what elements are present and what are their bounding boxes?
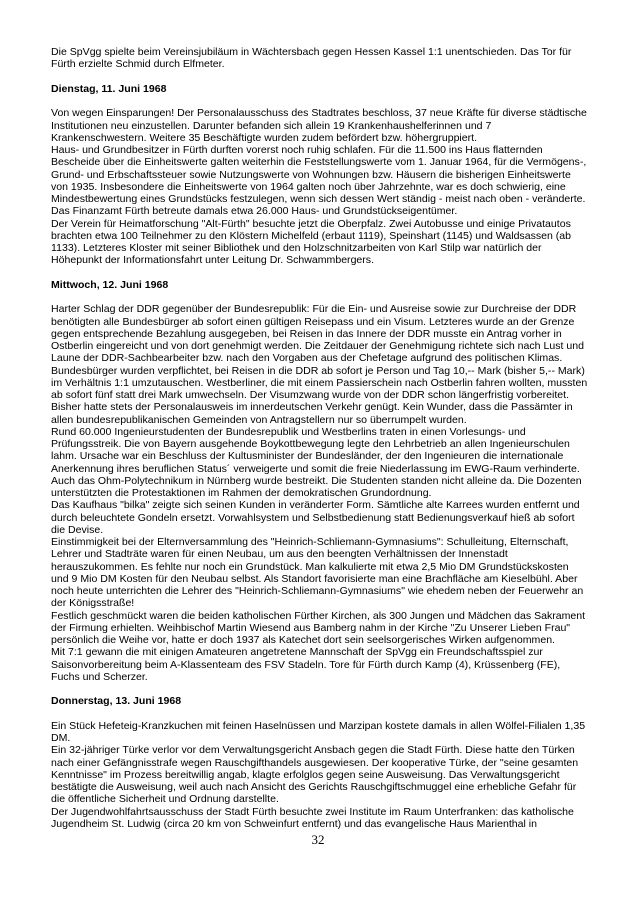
text-line: Mit 7:1 gewann die mit einigen Amateuren angetretene Mannschaft der SpVgg ein Freundschaftsspiel zur [51,646,543,659]
block-spacer [51,708,611,720]
text-line: benötigten alle Bundesbürger ab sofort einen gültigen Reisepass und ein Visum. Letzteres wurde an der Grenze [51,315,575,328]
text-line: Ein Stück Hefeteig-Kranzkuchen mit feinen Haselnüssen und Marzipan kostete damals in allen Wölfel-Filialen 1,35 [51,719,586,732]
text-line: Fuchs und Scherzer. [51,670,148,683]
text-line: Auch das Ohm-Polytechnikum in Nürnberg wurde bestreikt. Die Studenten standen nicht alleine da. Die Dozenten [51,474,582,487]
paragraph [51,303,611,683]
text-line: Festlich geschmückt waren die beiden katholischen Fürther Kirchen, als 300 Jungen und Mädchen das Sakrament [51,609,586,622]
text-line: Krankenschwestern. Weitere 35 Beschäftigte wurden zudem befördert bzw. höhergruppiert. [51,131,478,144]
text-line: Laune der DDR-Sachbearbeiter bzw. nach den Vorgaben aus der Chefetage aufgrund des politischen Klimas. [51,352,563,365]
text-line: Saisonvorbereitung beim A-Klassenteam des FSV Stadeln. Tore für Fürth durch Kamp (4), Krüssenberg (FE), [51,658,561,671]
text-line: 1133). Letzteres Kloster mit seiner Bibliothek und den Holzschnitzarbeiten von Karl Stilp war natürlich der [51,242,542,254]
date-heading [51,695,611,707]
text-line: von 1935. Insbesondere die Einheitswerte von 1964 galten noch über Jahrzehnte, war es doch schwierig, eine [51,180,566,193]
text-line: Lehrer und Stadträte waren für einen Neubau, um aus den beengten Verhältnissen der Innenstadt [51,548,508,561]
text-line: Anerkennung ihres beruflichen Status´ verweigerte und somit die freie Niederlassung im EWG-Raum verhinderte. [51,462,580,475]
text-line: noch heute unterrichten die Lehrer des "Heinrich-Schliemann-Gymnasiums" wie ehedem neben der Feuerwehr an [51,585,584,597]
text-line: Dienstag, 11. Juni 1968 [51,82,167,95]
text-line: Höhepunkt der Informationsfahrt unter Leitung Dr. Schwammbergers. [51,254,375,267]
text-line: nach einer Gefängnisstrafe wegen Rauschgifthandels ausgewiesen. Der kooperative Türke, der "seine gesamten [51,756,579,769]
text-line: Rund 60.000 Ingenieurstudenten der Bundesrepublik und Westberlins traten in einen Vorlesungs- und [51,425,526,438]
text-line: Haus- und Grundbesitzer in Fürth durften vorerst noch ruhig schlafen. Für die 11.500 ins Haus flatternden [51,144,543,156]
text-line: Prüfungsstreik. Die von Bayern ausgehende Boykottbewegung legte den Lehrbetrieb an allen Ingenieurschulen [51,438,570,450]
text-line: unterstützten die Protestaktionen im Rahmen der demokratischen Grundordnung. [51,487,432,499]
text-line: Das Kaufhaus "bilka" zeigte sich seinen Kunden in veränderter Form. Sämtliche alte Karrees wurden entfernt und [51,499,580,512]
paragraph [51,46,611,71]
text-line: Mittwoch, 12. Juni 1968 [51,278,169,291]
text-line: Institutionen neu einzustellen. Darunter befanden sich allein 19 Krankenhaushelferinnen und 7 [51,119,492,132]
text-line: der Firmung erhielten. Weihbischof Martin Wiesend aus Bamberg nahm in der Kirche "Zu Unserer Lieben Frau" [51,621,571,634]
text-line: Ostberlin eingereicht und von dort genehmigt werden. Die Zeitdauer der Genehmigung richtete sich nach Lust und [51,340,584,352]
document-body [51,46,611,830]
block-spacer [51,95,611,107]
text-line: Kenntnisse" im Prozess bereitwillig angab, klagte erfolglos gegen seine Ausweisung. Das Verwaltungsgericht [51,768,560,781]
block-spacer [51,683,611,695]
text-line: gegen entsprechende Bezahlung ausgegeben, bei Reisen in das Innere der DDR musste ein Antrag vorher in [51,327,562,340]
text-line: Donnerstag, 13. Juni 1968 [51,695,182,708]
paragraph [51,720,611,830]
text-line: persönlich die Weihe vor, hatte er doch 1937 als Katechet dort sein seelsorgerisches Wirken aufgenommen. [51,634,555,646]
text-line: Der Jugendwohlfahrtsausschuss der Stadt Fürth besuchte zwei Institute im Raum Unterfranken: das katholische [51,805,574,818]
date-heading [51,279,611,291]
text-line: die Devise. [51,523,104,536]
text-line: Bisher hatte stets der Personalausweis im innerdeutschen Verkehr genügt. Kein Wunder, dass die Passämter in [51,401,573,414]
text-line: durch beleuchtete Gondeln ersetzt. Vorwahlsystem und Selbstbedienung statt Bedienungsverkauf hieß ab sofort [51,511,575,524]
text-line: Der Verein für Heimatforschung "Alt-Fürth" besuchte jetzt die Oberpfalz. Zwei Autobusse und einige Privatautos [51,217,571,230]
text-line: der Königsstraße! [51,597,135,610]
block-spacer [51,71,611,83]
text-line: Bescheide über die Einheitswerte galten weiterhin die Feststellungswerte vom 1. Januar 1964, für die Vermögens-, [51,156,587,169]
block-spacer [51,291,611,303]
text-line: und 9 Mio DM Kosten für den Neubau selbst. Als Standort favorisierte man eine Brachfläche am Kieselbühl. Aber [51,572,578,585]
text-line: die öffentliche Sicherheit und Ordnung darstellte. [51,793,279,806]
text-line: Harter Schlag der DDR gegenüber der Bundesrepublik: Für die Ein- und Ausreise sowie zur Durchreise der DDR [51,303,577,316]
text-line: bestätigte die Ausweisung, weil auch nach Ansicht des Gerichts Rauschgiftschmuggel eine erhebliche Gefahr für [51,781,577,793]
text-line: Die SpVgg spielte beim Vereinsjubiläum in Wächtersbach gegen Hessen Kassel 1:1 unentschieden. Das Tor für [51,46,572,58]
text-line: brachten etwa 100 Teilnehmer zu den Klöstern Michelfeld (erbaut 1119), Speinshart (1145) und Waldsassen (ab [51,229,572,242]
text-line: Das Finanzamt Fürth betreute damals etwa 26.000 Haus- und Grundstückseigentümer. [51,205,458,218]
text-line: DM. [51,732,71,744]
paragraph [51,107,611,266]
text-line: Ein 32-jähriger Türke verlor vor dem Verwaltungsgericht Ansbach gegen die Stadt Fürth. Diese hatte den Türken [51,744,575,757]
text-line: ab sofort fünf statt drei Mark umwechseln. Der Visumzwang wurde von der DDR schon längerfristig vorbereitet. [51,389,569,401]
date-heading [51,83,611,95]
text-line: Jugendheim St. Ludwig (circa 20 km von Schweinfurt entfernt) und das evangelische Haus Marienthal in [51,817,538,830]
text-line: Bundesbürger wurden verpflichtet, bei Reisen in die DDR ab sofort je Person und Tag 10,-- Mark (bisher 5,-- Mark) [51,364,585,377]
text-line: Mindestbewertung eines Grundstücks festzulegen, wenn sich dessen Wert ständig - meist nach oben - veränderte. [51,193,586,205]
text-line: allen bundesrepublikanischen Gemeinden von Antragstellern nur so überrumpelt wurden. [51,413,467,426]
page-number: 32 [311,832,325,847]
text-line: Grund- und Erbschaftssteuer sowie Nutzungswerte von Wohnungen bzw. Häusern die bisherigen Einheitswerte [51,168,571,181]
text-line: lahm. Ursache war ein Beschluss der Kultusminister der Bundesländer, der den Ingenieuren die internationale [51,450,564,463]
block-spacer [51,267,611,279]
text-line: Von wegen Einsparungen! Der Personalausschuss des Stadtrates beschloss, 37 neue Kräfte für diverse städtische [51,107,587,120]
text-line: im Verhältnis 1:1 umzutauschen. Westberliner, die mit einem Passierschein nach Ostberlin fahren wollten, mussten [51,376,588,389]
text-line: herauszukommen. Es fehlte nur noch ein Grundstück. Man kalkulierte mit etwa 2,5 Mio DM Grundstückskosten [51,560,569,573]
text-line: Fürth erzielte Schmid durch Elfmeter. [51,58,225,71]
text-line: Einstimmigkeit bei der Elternversammlung des "Heinrich-Schliemann-Gymnasiums": Schulleitung, Elternschaft, [51,536,569,548]
